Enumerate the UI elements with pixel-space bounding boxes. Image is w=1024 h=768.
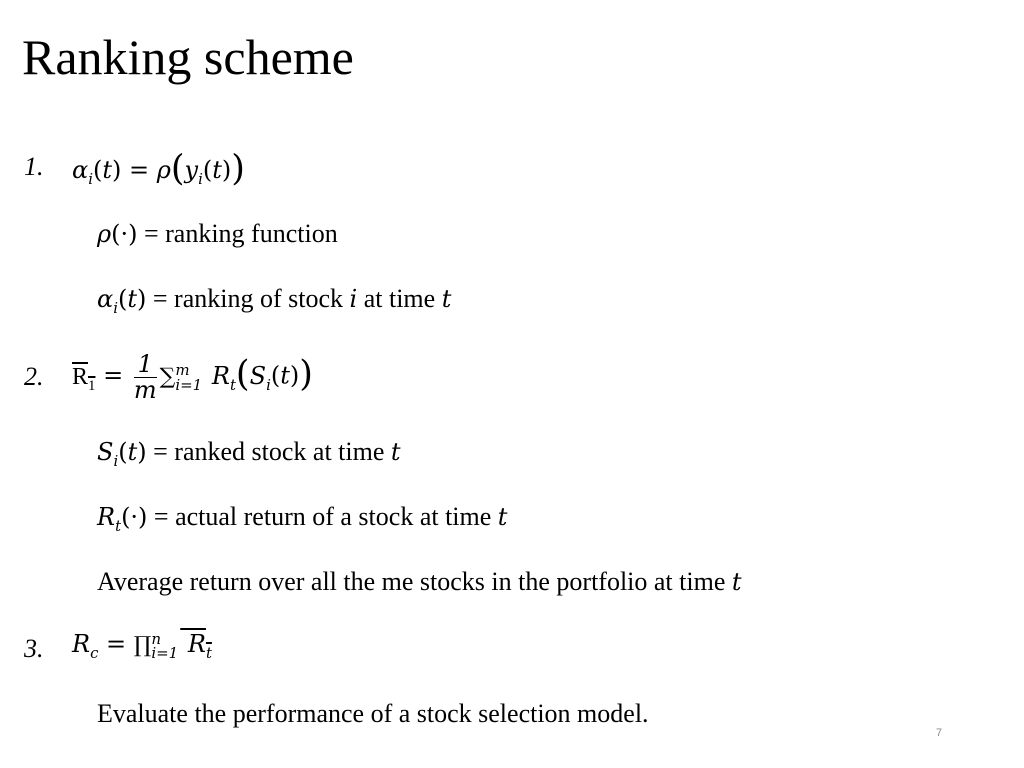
formula-1: $\alpha_i(t) = \rho(y_i(t))$ [72,148,245,189]
slide-title: Ranking scheme [22,29,354,85]
var-t: t [390,438,401,466]
definition-average-text: Average return over all the me stocks in the portfolio at time [97,567,732,596]
definition-evaluate: Evaluate the performance of a stock selection model. [97,699,649,728]
definition-R-text: = actual return of a stock at time [147,502,498,531]
definition-S: $S_i(t)$ = ranked stock at time t [97,437,401,470]
var-t: t [497,503,508,531]
page-number: 7 [936,727,943,739]
item-number-3: 3. [24,634,44,663]
var-t: t [731,568,742,596]
definition-rho: ρ(·) = ranking function [97,219,338,248]
formula-3: $R_c$ = ∏ n i=1 $R_t$ [72,629,212,663]
definition-alpha-text2: at time [357,284,442,313]
definition-alpha: $\alpha_i(t)$ = ranking of stock i at time t [97,284,452,317]
definition-average [97,566,742,597]
formula-2: $R_1$ = $\frac{1}{m}$ ∑ m i=1 $R_t(S_i(t))$ [72,350,313,405]
item-number-2: 2. [24,362,44,391]
definition-R: $R_t(\cdot)$ = actual return of a stock at time t [97,502,508,535]
definition-alpha-text: = ranking of stock [146,284,350,313]
var-t: t [441,285,452,313]
definition-rho-text: = ranking function [137,219,338,248]
item-number-1: 1. [24,152,44,181]
var-i: i [349,285,358,313]
definition-S-text: = ranked stock at time [146,437,391,466]
